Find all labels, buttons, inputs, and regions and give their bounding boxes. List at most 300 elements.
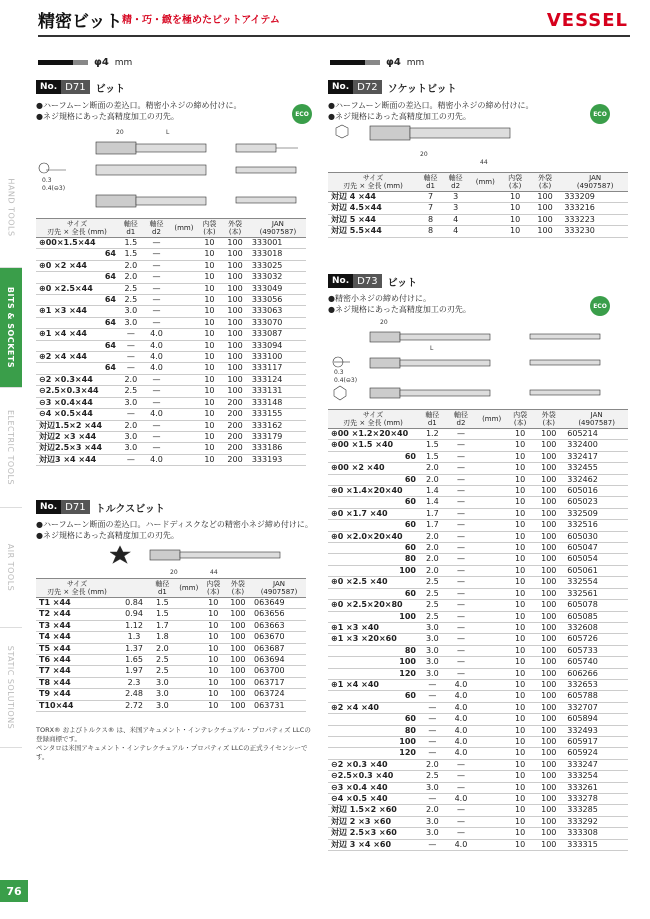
table-cell: T3 ×44 — [36, 620, 118, 631]
table-cell: — — [447, 497, 476, 508]
table-cell: 1.12 — [118, 620, 150, 631]
table-row — [36, 420, 306, 431]
table-cell: 2.0 — [118, 420, 144, 431]
table-cell: 2.3 — [118, 677, 150, 688]
table-cell: 200 — [220, 409, 250, 420]
table-cell: 100 — [532, 565, 565, 576]
table-row — [36, 397, 306, 408]
table-cell: 100 — [532, 474, 565, 485]
table-cell: 2.0 — [418, 463, 447, 474]
table-cell: 3.0 — [150, 677, 175, 688]
table-cell: 063700 — [252, 666, 306, 677]
table-cell: 3.0 — [118, 306, 144, 317]
table-cell: 1.3 — [118, 632, 150, 643]
table-cell: 4.0 — [447, 702, 476, 713]
table-cell: 200 — [220, 397, 250, 408]
page-subtitle: 精・巧・緻を極めたビットアイテム — [122, 15, 280, 26]
table-cell: — — [118, 409, 144, 420]
table-cell — [475, 600, 508, 611]
table-cell: 333100 — [250, 352, 306, 363]
table-cell — [175, 598, 203, 609]
table-cell: — — [418, 839, 447, 850]
table-cell: 3.0 — [418, 645, 447, 656]
table-cell: 333087 — [250, 329, 306, 340]
table-row — [328, 645, 628, 656]
table-cell: 3.0 — [418, 782, 447, 793]
table-cell — [175, 655, 203, 666]
eco-icon: ECO — [292, 104, 312, 124]
table-cell: — — [447, 577, 476, 588]
table-cell: 10 — [508, 794, 532, 805]
table-row — [36, 689, 306, 700]
table-cell: 333315 — [565, 839, 628, 850]
table-cell: 10 — [508, 622, 532, 633]
table-cell: 2.0 — [418, 554, 447, 565]
table-cell — [475, 782, 508, 793]
table-cell: 10 — [508, 657, 532, 668]
table-row — [328, 440, 628, 451]
table-cell — [475, 691, 508, 702]
table-cell: — — [418, 679, 447, 690]
table-cell — [169, 420, 198, 431]
table-cell: 10 — [508, 748, 532, 759]
table-row — [36, 272, 306, 283]
table-cell: 10 — [199, 374, 221, 385]
table-cell: 100 — [220, 329, 250, 340]
table-cell: 100 — [532, 828, 565, 839]
table-cell: 100 — [220, 283, 250, 294]
table-cell: 3 — [443, 192, 468, 203]
table-cell: 10 — [203, 643, 224, 654]
table-cell: 332455 — [565, 463, 628, 474]
table-cell: 2.5 — [418, 611, 447, 622]
table-cell: T1 ×44 — [36, 598, 118, 609]
table-cell: 7 — [418, 192, 443, 203]
svg-text:44: 44 — [480, 159, 488, 166]
table-cell — [475, 531, 508, 542]
table-cell: 4.0 — [447, 725, 476, 736]
table-cell: 3.0 — [418, 668, 447, 679]
table-cell: 100 — [532, 782, 565, 793]
d73-bullets: ●精密小ネジの締め付けに。 ●ネジ規格にあった高精度加工の刃先。 — [328, 294, 471, 314]
table-cell: 1.2 — [418, 429, 447, 440]
table-cell: ⊕1 ×4 ×44 — [36, 329, 118, 340]
table-cell: 10 — [508, 611, 532, 622]
table-cell: 10 — [508, 759, 532, 770]
table-cell — [169, 283, 198, 294]
table-cell: 10 — [203, 609, 224, 620]
table-cell: 3.0 — [418, 828, 447, 839]
table-cell: 100 — [532, 794, 565, 805]
table-cell: 100 — [532, 531, 565, 542]
table-cell: 605894 — [565, 714, 628, 725]
table-row — [328, 214, 628, 225]
table-cell — [169, 363, 198, 374]
table-cell: 100 — [532, 497, 565, 508]
table-cell: 10 — [199, 272, 221, 283]
table-cell: 8 — [418, 214, 443, 225]
table-cell: ⊕00 ×1.5 ×40 — [328, 440, 418, 451]
table-cell: 605740 — [565, 657, 628, 668]
table-cell: 200 — [220, 454, 250, 465]
tab-static-solutions[interactable]: STATIC SOLUTIONS — [0, 628, 22, 748]
table-cell: — — [144, 443, 170, 454]
table-cell: 10 — [203, 677, 224, 688]
table-cell: 10 — [508, 520, 532, 531]
table-cell: 100 — [224, 643, 252, 654]
table-cell: 333049 — [250, 283, 306, 294]
table-cell: 100 — [532, 657, 565, 668]
table-cell: 063717 — [252, 677, 306, 688]
table-cell: 063724 — [252, 689, 306, 700]
table-cell: 4.0 — [447, 679, 476, 690]
table-cell — [475, 794, 508, 805]
table-cell: 332516 — [565, 520, 628, 531]
table-cell: 100 — [532, 679, 565, 690]
table-cell: 64 — [36, 249, 118, 260]
table-cell: 100 — [328, 611, 418, 622]
shank-diameter-right: φ4 mm — [330, 57, 424, 68]
table-cell: 10 — [199, 238, 221, 249]
table-cell: 10 — [508, 577, 532, 588]
table-cell: 64 — [36, 295, 118, 306]
tab-hand-tools[interactable]: HAND TOOLS — [0, 148, 22, 268]
table-cell: 100 — [532, 508, 565, 519]
table-cell: 100 — [220, 363, 250, 374]
table-cell: 333254 — [565, 771, 628, 782]
table-cell: 333148 — [250, 397, 306, 408]
tab-air-tools[interactable]: AIR TOOLS — [0, 508, 22, 628]
table-cell: ⊖4 ×0.5×44 — [36, 409, 118, 420]
svg-text:L: L — [430, 345, 434, 352]
table-cell: 333278 — [565, 794, 628, 805]
table-cell: 3.0 — [118, 317, 144, 328]
table-cell — [175, 609, 203, 620]
table-cell — [475, 839, 508, 850]
table-cell: 100 — [532, 486, 565, 497]
table-cell: 10 — [508, 645, 532, 656]
table-cell: 100 — [220, 272, 250, 283]
table-cell: 10 — [508, 486, 532, 497]
table-cell: 10 — [502, 203, 527, 214]
table-cell: 10 — [199, 352, 221, 363]
table-cell: 10 — [502, 192, 527, 203]
table-cell — [475, 565, 508, 576]
table-cell: — — [447, 622, 476, 633]
table-cell: — — [144, 420, 170, 431]
table-cell: 4.0 — [447, 714, 476, 725]
table-cell: 332608 — [565, 622, 628, 633]
table-cell: 100 — [532, 622, 565, 633]
table-cell: — — [447, 474, 476, 485]
d72-table: サイズ 刃先 × 全長 (mm) 軸径 d1 軸径 d2 (mm) 内袋 (本) 外袋 (本) JAN (4907587) 対辺 4 ×44 7 3 10 100 333209 対辺 4.5×44 7 3 10 100 333216 対辺 5 ×44 8 4 10 100 333223 対辺 5.5×44 8 4 10 100 333230 — [328, 172, 628, 238]
section-name: ビット — [95, 83, 126, 95]
table-row — [328, 543, 628, 554]
table-cell: 605078 — [565, 600, 628, 611]
table-row — [328, 679, 628, 690]
table-cell: 100 — [224, 677, 252, 688]
table-cell: 100 — [220, 352, 250, 363]
svg-text:0.3: 0.3 — [334, 369, 344, 376]
table-cell: 10 — [508, 440, 532, 451]
table-cell: 10 — [508, 679, 532, 690]
table-cell: 10 — [203, 666, 224, 677]
table-row — [328, 429, 628, 440]
table-cell: 605030 — [565, 531, 628, 542]
table-cell: 10 — [199, 317, 221, 328]
table-cell — [475, 828, 508, 839]
table-cell: 333155 — [250, 409, 306, 420]
table-cell: 対辺 4.5×44 — [328, 203, 418, 214]
table-cell: 60 — [328, 520, 418, 531]
table-cell: 333162 — [250, 420, 306, 431]
table-cell: ⊕2 ×4 ×40 — [328, 702, 418, 713]
table-cell: — — [447, 600, 476, 611]
table-cell: — — [447, 657, 476, 668]
table-cell — [169, 386, 198, 397]
table-cell — [468, 226, 502, 237]
table-cell: 60 — [328, 588, 418, 599]
table-cell: 100 — [220, 374, 250, 385]
section-d71-torx-header — [36, 500, 165, 514]
table-cell: ⊖2 ×0.3 ×40 — [328, 759, 418, 770]
table-cell: 100 — [220, 260, 250, 271]
table-cell — [475, 657, 508, 668]
table-cell — [475, 816, 508, 827]
table-row — [328, 794, 628, 805]
table-cell: 60 — [328, 714, 418, 725]
table-cell: 333285 — [565, 805, 628, 816]
table-cell: 2.0 — [118, 374, 144, 385]
d72-drawing — [330, 118, 570, 170]
page-number: 76 — [0, 880, 28, 902]
table-cell: — — [447, 531, 476, 542]
section-name: ビット — [387, 277, 418, 289]
table-cell: 100 — [532, 543, 565, 554]
table-cell: 100 — [532, 748, 565, 759]
table-cell: T5 ×44 — [36, 643, 118, 654]
table-cell: 4.0 — [144, 340, 170, 351]
table-cell: 100 — [532, 736, 565, 747]
table-cell: — — [418, 794, 447, 805]
table-row — [36, 598, 306, 609]
table-cell: 2.5 — [418, 588, 447, 599]
table-cell: 4.0 — [447, 691, 476, 702]
table-cell: ⊖2.5×0.3 ×40 — [328, 771, 418, 782]
table-cell: 605054 — [565, 554, 628, 565]
table-cell: 10 — [199, 283, 221, 294]
table-row — [328, 600, 628, 611]
table-cell: — — [144, 386, 170, 397]
table-row — [36, 374, 306, 385]
table-cell: 100 — [224, 700, 252, 711]
table-cell: 60 — [328, 451, 418, 462]
table-cell: 4.0 — [144, 454, 170, 465]
table-cell: 063687 — [252, 643, 306, 654]
table-cell: 100 — [220, 340, 250, 351]
table-cell: 10 — [199, 409, 221, 420]
table-cell: — — [418, 702, 447, 713]
table-cell — [475, 725, 508, 736]
table-cell: 対辺2.5×3 ×44 — [36, 443, 118, 454]
table-cell: 対辺3 ×4 ×44 — [36, 454, 118, 465]
table-cell — [475, 520, 508, 531]
table-cell: 100 — [328, 657, 418, 668]
table-row — [328, 565, 628, 576]
table-cell: 3.0 — [418, 816, 447, 827]
table-cell: 10 — [199, 443, 221, 454]
table-cell: 333179 — [250, 431, 306, 442]
table-row — [328, 828, 628, 839]
no-label: No. — [328, 80, 353, 94]
table-cell: — — [447, 588, 476, 599]
table-cell: 333292 — [565, 816, 628, 827]
table-cell: 10 — [508, 828, 532, 839]
table-cell: T9 ×44 — [36, 689, 118, 700]
table-cell: 4.0 — [447, 839, 476, 850]
table-cell: 1.4 — [418, 486, 447, 497]
table-cell — [175, 677, 203, 688]
table-cell: 333308 — [565, 828, 628, 839]
table-cell — [475, 451, 508, 462]
table-cell — [475, 508, 508, 519]
table-cell: 100 — [224, 655, 252, 666]
table-cell: T10×44 — [36, 700, 118, 711]
table-cell: — — [447, 451, 476, 462]
table-cell: — — [418, 714, 447, 725]
table-cell: 332417 — [565, 451, 628, 462]
table-cell: 10 — [508, 543, 532, 554]
table-cell: 10 — [502, 226, 527, 237]
table-cell: 100 — [532, 771, 565, 782]
table-cell — [475, 736, 508, 747]
table-cell — [475, 645, 508, 656]
table-cell: 333063 — [250, 306, 306, 317]
table-cell — [169, 397, 198, 408]
tab-bits-sockets[interactable]: BITS & SOCKETS — [0, 268, 22, 388]
table-cell — [175, 700, 203, 711]
tab-electric-tools[interactable]: ELECTRIC TOOLS — [0, 388, 22, 508]
table-cell: — — [447, 565, 476, 576]
table-cell: 100 — [532, 429, 565, 440]
table-cell: 4.0 — [447, 748, 476, 759]
table-cell: 120 — [328, 748, 418, 759]
table-cell: ⊕0 ×2.5 ×40 — [328, 577, 418, 588]
table-cell: — — [447, 759, 476, 770]
table-cell: — — [447, 508, 476, 519]
table-cell: 10 — [203, 620, 224, 631]
table-cell: 332653 — [565, 679, 628, 690]
table-cell: 64 — [36, 363, 118, 374]
table-cell: ⊕0 ×1.7 ×40 — [328, 508, 418, 519]
table-row — [328, 782, 628, 793]
no-label: No. — [36, 500, 61, 514]
table-cell: 100 — [528, 226, 563, 237]
table-cell — [169, 272, 198, 283]
table-cell: 605726 — [565, 634, 628, 645]
table-cell: 10 — [508, 463, 532, 474]
table-row — [328, 748, 628, 759]
table-cell — [175, 643, 203, 654]
table-cell: 10 — [508, 702, 532, 713]
table-cell: 100 — [532, 577, 565, 588]
table-cell: 2.72 — [118, 700, 150, 711]
table-cell — [475, 759, 508, 770]
table-cell: — — [418, 736, 447, 747]
table-cell: 332400 — [565, 440, 628, 451]
table-cell — [475, 486, 508, 497]
table-row — [36, 655, 306, 666]
table-cell: 1.7 — [418, 520, 447, 531]
table-cell: 100 — [220, 249, 250, 260]
table-row — [328, 203, 628, 214]
table-row — [328, 192, 628, 203]
d73-table: サイズ 刃先 × 全長 (mm) 軸径 d1 軸径 d2 (mm) 内袋 (本) 外袋 (本) JAN (4907587) ⊕00 ×1.2×20×40 1.2 — 10 100 605214 ⊕00 ×1.5 ×40 1.5 — 10 100 332400 60 1.5 — 10 100 332417 ⊕00 ×2 ×40 2.0 — 10 100 332455 60 2.0 — 10 100 332462 ⊕0 ×1.4×20×40 1.4 — 10 100 605016 60 1.4 — 10 100 605023 ⊕0 ×1.7 ×40 1.7 — 10 100 332509 60 1.7 — 10 100 332516 ⊕0 ×2.0×20×40 2.0 — 10 100 605030 60 2.0 — 10 100 605047 80 2.0 — 10 100 605054 100 2.0 — 10 100 605061 ⊕0 ×2.5 ×40 2.5 — 10 100 332554 60 2.5 — 10 100 332561 ⊕0 ×2.5×20×80 2.5 — 10 100 605078 100 2.5 — 10 100 605085 ⊕1 ×3 ×40 3.0 — 10 100 332608 ⊕1 ×3 ×20×60 3.0 — 10 100 605726 80 3.0 — 10 100 605733 100 3.0 — 10 100 605740 120 3.0 — 10 100 606266 ⊕1 ×4 ×40 — 4.0 10 100 332653 60 — 4.0 10 100 605788 ⊕2 ×4 ×40 — 4.0 10 100 332707 60 — 4.0 10 100 605894 80 — 4.0 10 100 332493 100 — 4.0 10 100 605917 120 — 4.0 10 100 605924 ⊖2 ×0.3 ×40 2.0 — 10 100 333247 ⊖2.5×0.3 ×40 2.5 — 10 100 333254 ⊖3 ×0.4 ×40 3.0 — 10 100 333261 ⊖4 ×0.5 ×40 — 4.0 10 100 333278 対辺 1.5×2 ×60 2.0 — 10 100 333285 対辺 2 ×3 ×60 3.0 — 10 100 333292 対辺 2.5×3 ×60 3.0 — 10 100 333308 対辺 3 ×4 ×60 — 4.0 10 100 333315 — [328, 409, 628, 851]
table-cell: 10 — [508, 725, 532, 736]
table-cell: 1.5 — [418, 440, 447, 451]
table-cell: 605047 — [565, 543, 628, 554]
table-cell: 2.0 — [418, 474, 447, 485]
table-cell — [175, 666, 203, 677]
table-cell: — — [447, 634, 476, 645]
d71-table: サイズ 刃先 × 全長 (mm) 軸径 d1 軸径 d2 (mm) 内袋 (本) 外袋 (本) JAN (4907587) ⊕00×1.5×44 1.5 — 10 100 333001 64 1.5 — 10 100 333018 ⊕0 ×2 ×44 2.0 — 10 100 333025 64 2.0 — 10 100 333032 ⊕0 ×2.5×44 2.5 — 10 100 333049 64 2.5 — 10 100 333056 ⊕1 ×3 ×44 3.0 — 10 100 333063 64 3.0 — 10 100 333070 ⊕1 ×4 ×44 — 4.0 10 100 333087 64 — 4.0 10 100 333094 ⊕2 ×4 ×44 — 4.0 10 100 333100 64 — 4.0 10 100 333117 ⊖2 ×0.3×44 2.0 — 10 100 333124 ⊖2.5×0.3×44 2.5 — 10 100 333131 ⊖3 ×0.4×44 3.0 — 10 200 333148 ⊖4 ×0.5×44 — 4.0 10 200 333155 対辺1.5×2 ×44 2.0 — 10 200 333162 対辺2 ×3 ×44 3.0 — 10 200 333179 対辺2.5×3 ×44 3.0 — 10 200 333186 対辺3 ×4 ×44 — 4.0 10 200 333193 — [36, 218, 306, 466]
table-cell: 4 — [443, 226, 468, 237]
table-cell: 10 — [199, 340, 221, 351]
table-cell — [475, 748, 508, 759]
section-d71-header — [36, 80, 125, 94]
brand-logo: VESSEL — [546, 10, 628, 31]
table-cell: — — [144, 397, 170, 408]
table-cell: 605924 — [565, 748, 628, 759]
table-row — [328, 611, 628, 622]
table-cell: 60 — [328, 474, 418, 485]
table-row — [328, 531, 628, 542]
table-row — [328, 657, 628, 668]
table-cell: 10 — [508, 805, 532, 816]
table-cell: — — [447, 520, 476, 531]
table-cell: 10 — [508, 771, 532, 782]
table-cell: ⊖3 ×0.4×44 — [36, 397, 118, 408]
table-cell: ⊕1 ×3 ×44 — [36, 306, 118, 317]
table-cell: 0.84 — [118, 598, 150, 609]
table-cell: 10 — [508, 600, 532, 611]
table-row — [36, 443, 306, 454]
table-cell: 2.0 — [418, 531, 447, 542]
table-row — [36, 249, 306, 260]
table-cell: 332707 — [565, 702, 628, 713]
table-cell: 10 — [199, 386, 221, 397]
table-cell: — — [447, 668, 476, 679]
table-cell: T8 ×44 — [36, 677, 118, 688]
table-cell: 200 — [220, 431, 250, 442]
table-cell: — — [447, 645, 476, 656]
table-cell: 1.7 — [150, 620, 175, 631]
table-cell: 606266 — [565, 668, 628, 679]
table-row — [36, 666, 306, 677]
table-cell: 120 — [328, 668, 418, 679]
table-cell — [175, 620, 203, 631]
table-row — [328, 474, 628, 485]
table-cell: 332554 — [565, 577, 628, 588]
table-cell: 2.5 — [118, 386, 144, 397]
table-cell: 10 — [508, 839, 532, 850]
table-cell: — — [447, 554, 476, 565]
svg-text:L: L — [166, 129, 170, 136]
table-row — [36, 632, 306, 643]
model-code: D72 — [353, 80, 381, 94]
table-cell: 333230 — [562, 226, 628, 237]
table-cell: — — [144, 272, 170, 283]
